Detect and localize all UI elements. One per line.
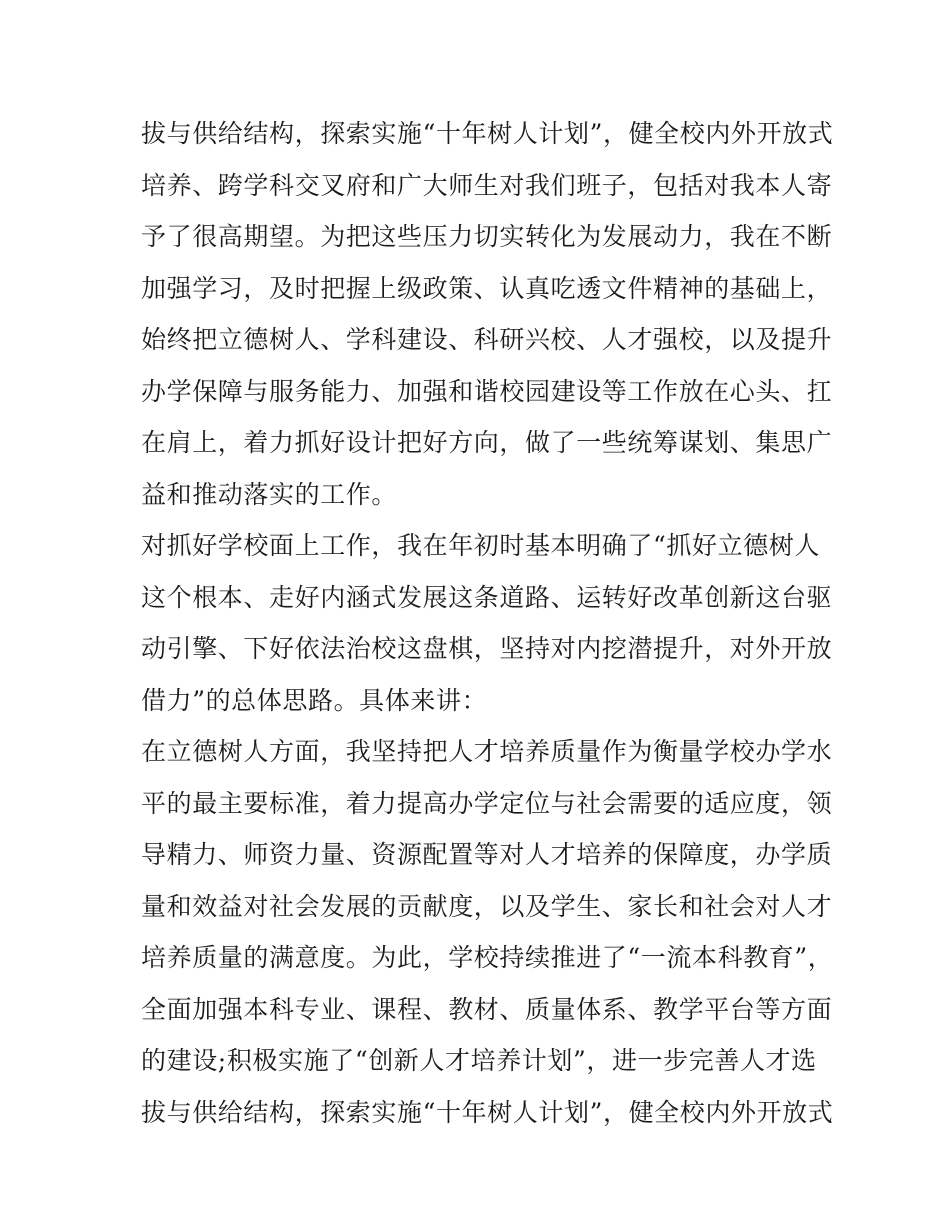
text-line: 导精力、师资力量、资源配置等对人才培养的保障度，办学质	[141, 840, 833, 869]
text-line: 始终把立德树人、学科建设、科研兴校、人才强校，以及提升	[141, 325, 833, 354]
text-line: 培养质量的满意度。为此，学校持续推进了“一流本科教育”，	[141, 943, 834, 972]
text-line: 拔与供给结构，探索实施“十年树人计划”，健全校内外开放式	[141, 1097, 834, 1127]
text-line: 借力”的总体思路。具体来讲：	[141, 685, 488, 715]
text-line: 拔与供给结构，探索实施“十年树人计划”，健全校内外开放式	[141, 119, 834, 148]
text-line: 在肩上，着力抓好设计把好方向，做了一些统筹谋划、集思广	[141, 428, 833, 457]
text-line: 量和效益对社会发展的贡献度，以及学生、家长和社会对人才	[141, 891, 833, 921]
body-text	[141, 108, 834, 1138]
text-line: 的建设;积极实施了“创新人才培养计划”，进一步完善人才选	[141, 1046, 817, 1075]
text-line: 动引擎、下好依法治校这盘棋，坚持对内挖潜提升，对外开放	[141, 634, 833, 663]
text-line: 在立德树人方面，我坚持把人才培养质量作为衡量学校办学水	[141, 737, 833, 766]
text-line: 予了很高期望。为把这些压力切实转化为发展动力，我在不断	[141, 222, 833, 251]
text-line: 益和推动落实的工作。	[141, 479, 398, 509]
text-line: 全面加强本科专业、课程、教材、质量体系、教学平台等方面	[141, 994, 833, 1024]
text-line: 加强学习，及时把握上级政策、认真吃透文件精神的基础上，	[141, 273, 833, 303]
text-line: 平的最主要标准，着力提高办学定位与社会需要的适应度，领	[141, 788, 833, 818]
text-line: 对抓好学校面上工作，我在年初时基本明确了“抓好立德树人	[141, 531, 820, 560]
text-line: 办学保障与服务能力、加强和谐校园建设等工作放在心头、扛	[141, 376, 833, 406]
text-line: 培养、跨学科交叉府和广大师生对我们班子，包括对我本人寄	[141, 170, 833, 200]
text-line: 这个根本、走好内涵式发展这条道路、运转好改革创新这台驱	[141, 582, 833, 612]
